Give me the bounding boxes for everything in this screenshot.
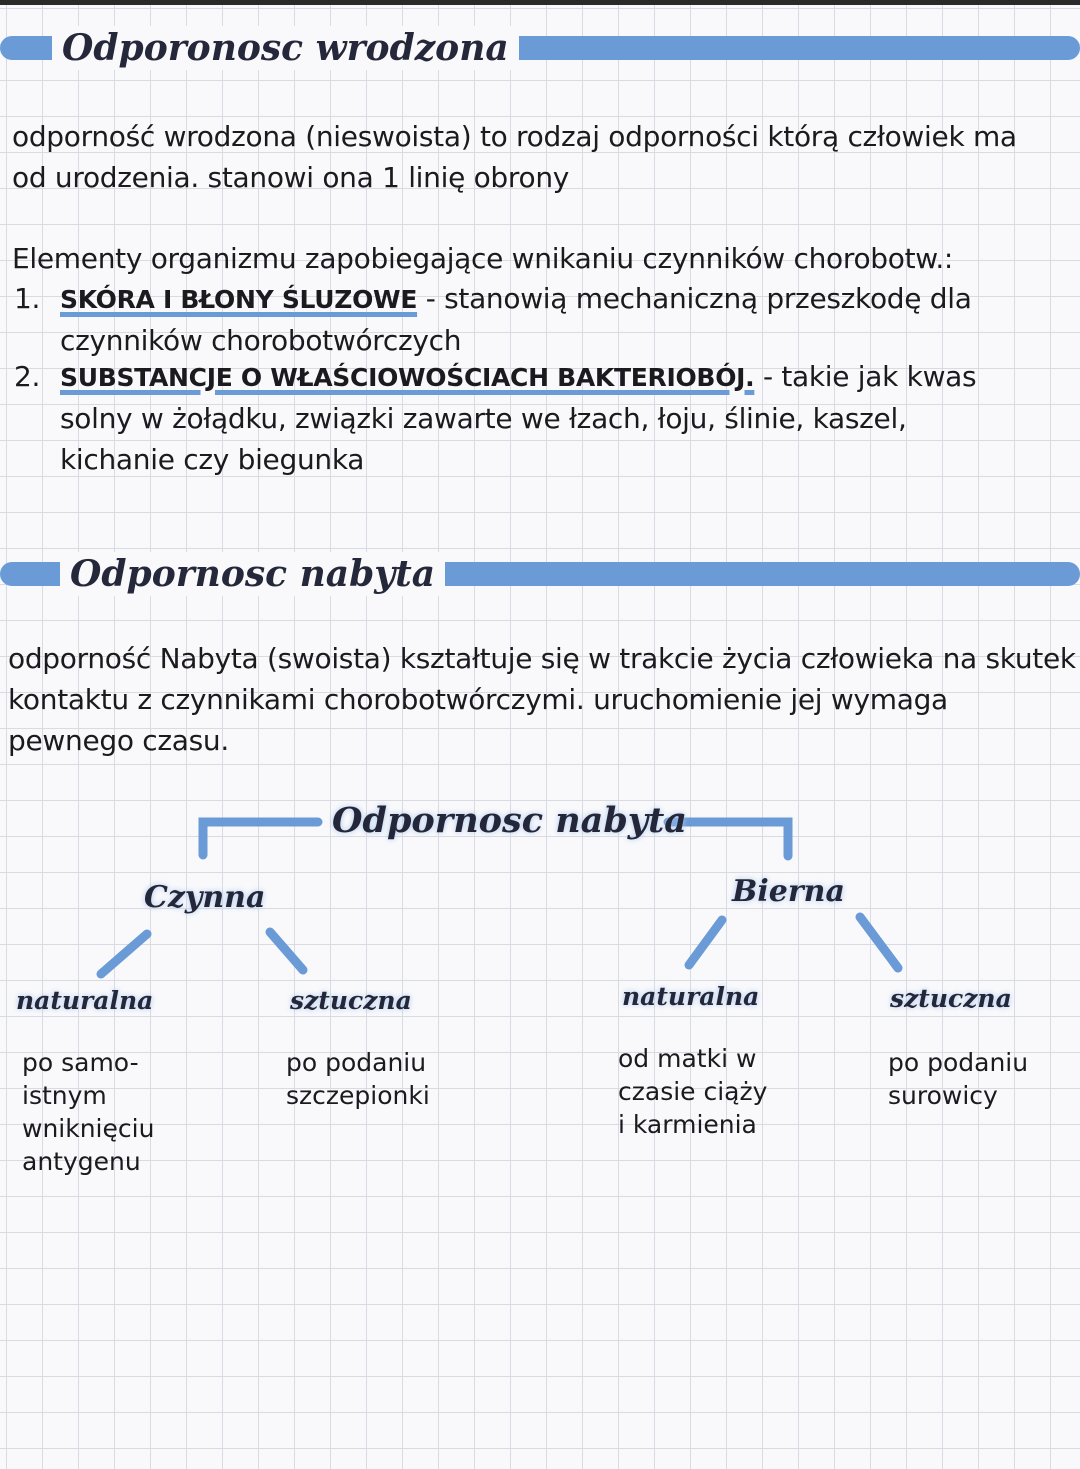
heading-acquired: Odpornosc nabyta (60, 552, 445, 596)
item-term: SUBSTANCJE O WŁAŚCIOWOŚCIACH BAKTERIOBÓJ. (60, 363, 755, 392)
item-number: 2. (14, 360, 41, 393)
item-text-continued: czynników chorobotwórczych (60, 324, 462, 357)
item-text: - stanowią mechaniczną przeszkodę dla (417, 282, 972, 315)
item-text-continued: kichanie czy biegunka (60, 443, 365, 476)
innate-definition: odporność wrodzona (nieswoista) to rodzaj odporności którą człowiek ma od urodzenia. stanowi ona 1 linię obrony (12, 120, 1017, 194)
connector-active-natural (101, 934, 147, 974)
diagram-active-artificial-text: po podaniu szczepionki (286, 1048, 430, 1110)
heading-innate: Odporonosc wrodzona (52, 26, 519, 70)
item-text-continued: solny w żołądku, związki zawarte we łzach, łoju, ślinie, kaszel, (60, 402, 907, 435)
connector-passive-natural (689, 920, 722, 965)
item-number: 1. (14, 282, 41, 315)
diagram-active-natural-text: po samo- istnym wniknięciu antygenu (22, 1048, 155, 1176)
diagram-active-label: Czynna (144, 880, 266, 915)
diagram-passive-natural-text: od matki w czasie ciąży i karmienia (618, 1044, 768, 1139)
diagram-passive-artificial-text: po podaniu surowicy (888, 1048, 1029, 1110)
connector-root-left (203, 822, 318, 855)
diagram-passive-natural-label: naturalna (622, 982, 760, 1011)
diagram-active-natural-label: naturalna (16, 986, 154, 1015)
diagram-passive-label: Bierna (732, 874, 845, 909)
diagram-active-artificial-label: sztuczna (290, 986, 412, 1015)
item-term: SKÓRA I BŁONY ŚLUZOWE (60, 285, 418, 314)
item-text: - takie jak kwas (754, 360, 977, 393)
connector-active-artificial (270, 932, 303, 970)
connector-passive-artificial (860, 917, 898, 968)
innate-elements-intro: Elementy organizmu zapobiegające wnikaniu czynników chorobotw.: (12, 242, 954, 275)
diagram-passive-artificial-label: sztuczna (890, 984, 1012, 1013)
diagram-root-label: Odpornosc nabyta (332, 800, 687, 841)
acquired-definition: odporność Nabyta (swoista) kształtuje się w trakcie życia człowieka na skutek kontaktu z czynnikami chorobotwórczymi. uruchomienie jej wymaga pewnego czasu. (8, 642, 1076, 757)
